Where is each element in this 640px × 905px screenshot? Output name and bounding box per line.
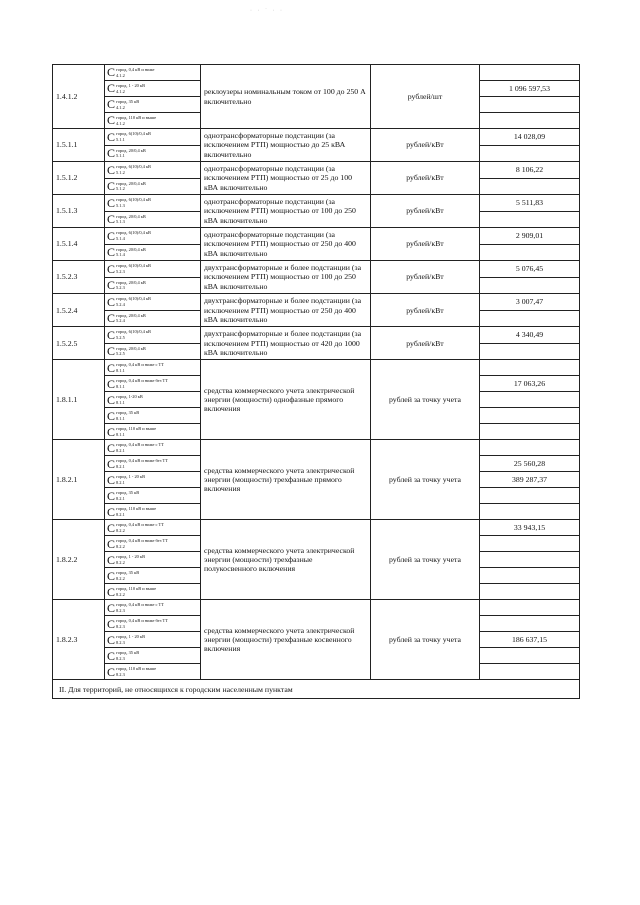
item-unit: рублей/кВт: [371, 228, 480, 261]
sub-item-index: 5.1.1: [116, 153, 125, 159]
sub-item-index: 8.2.3: [116, 623, 125, 629]
rates-table: [52, 64, 580, 699]
rate-value: [480, 392, 580, 408]
sub-item-index: 8.2.2: [116, 527, 125, 533]
sub-item-voltage: город, 20/0,4 кВ: [116, 180, 146, 186]
item-description: средства коммерческого учета электрической энергии (мощности) трехфазные косвенного включения: [201, 600, 371, 680]
rate-value: 186 637,15: [480, 632, 580, 648]
sub-item-cell: [105, 472, 201, 488]
sub-item-index: 8.2.1: [116, 495, 125, 501]
sub-item-cell: [105, 261, 201, 278]
sub-item-label: [116, 586, 156, 597]
sub-item-cell: [105, 178, 201, 195]
sub-item-cell: [105, 552, 201, 568]
item-description: средства коммерческого учета электрической энергии (мощности) трехфазные прямого включения: [201, 440, 371, 520]
sub-item-label: [116, 131, 151, 142]
sub-item-index: 8.1.1: [116, 399, 125, 405]
rate-value: [480, 600, 580, 616]
sub-item-index: 5.1.1: [116, 136, 125, 142]
sub-item-label: [116, 650, 139, 661]
sub-item-label: [116, 313, 146, 324]
table-row: [53, 327, 580, 344]
rate-value: [480, 440, 580, 456]
table-row: [53, 162, 580, 179]
sub-item-index: 5.2.4: [116, 301, 125, 307]
territory-section-heading: II. Для территорий, не относящихся к городским населенным пунктам: [53, 680, 580, 699]
item-description: однотрансформаторные подстанции (за исключением РТП) мощностью от 100 до 250 кВА включительно: [201, 195, 371, 228]
rate-value: [480, 552, 580, 568]
sub-item-cell: [105, 424, 201, 440]
sub-item-cell: [105, 81, 201, 97]
table-row: [53, 129, 580, 146]
item-description: средства коммерческого учета электрической энергии (мощности) трехфазные полукосвенного включения: [201, 520, 371, 600]
rate-value: [480, 310, 580, 327]
sub-item-label: [116, 83, 145, 94]
sub-item-label: [116, 458, 168, 469]
sub-item-index: 8.1.1: [116, 431, 125, 437]
sub-item-cell: [105, 360, 201, 376]
rate-symbol: C: [107, 616, 116, 631]
sub-item-index: 8.2.2: [116, 559, 125, 565]
item-code: 1.4.1.2: [53, 65, 105, 129]
rate-symbol: C: [107, 440, 116, 455]
item-unit: рублей/кВт: [371, 294, 480, 327]
sub-item-index: 8.2.2: [116, 543, 125, 549]
sub-item-voltage: город, 20/0,4 кВ: [116, 279, 146, 285]
item-description: средства коммерческого учета электрической энергии (мощности) однофазные прямого включения: [201, 360, 371, 440]
sub-item-voltage: город, 6(10)/0,4 кВ: [116, 296, 151, 302]
table-row: [53, 65, 580, 81]
rate-value: [480, 113, 580, 129]
sub-item-index: 8.2.1: [116, 479, 125, 485]
sub-item-index: 8.2.1: [116, 511, 125, 517]
rate-symbol: C: [107, 600, 116, 615]
rate-symbol: C: [107, 261, 116, 276]
sub-item-cell: [105, 97, 201, 113]
rate-value: 1 096 597,53: [480, 81, 580, 97]
item-description: однотрансформаторные подстанции (за исключением РТП) мощностью до 25 кВА включительно: [201, 129, 371, 162]
sub-item-label: [116, 280, 146, 291]
rate-value: [480, 211, 580, 228]
item-description: однотрансформаторные подстанции (за исключением РТП) мощностью от 250 до 400 кВА включительно: [201, 228, 371, 261]
item-code: 1.8.2.2: [53, 520, 105, 600]
sub-item-index: 4.1.2: [116, 120, 125, 126]
sub-item-voltage: город, 6(10)/0,4 кВ: [116, 131, 151, 137]
sub-item-voltage: город, 6(10)/0,4 кВ: [116, 263, 151, 269]
sub-item-label: [116, 554, 145, 565]
sub-item-cell: [105, 520, 201, 536]
sub-item-cell: [105, 488, 201, 504]
item-description: реклоузеры номинальным током от 100 до 250 А включительно: [201, 65, 371, 129]
item-code: 1.8.1.1: [53, 360, 105, 440]
sub-item-voltage: город, 110 кВ и выше: [116, 115, 157, 120]
table-row: [53, 520, 580, 536]
rates-table-body: [53, 65, 580, 699]
sub-item-label: [116, 247, 146, 258]
sub-item-voltage: город, 6(10)/0,4 кВ: [116, 329, 151, 335]
sub-item-index: 8.1.1: [116, 367, 125, 373]
rate-symbol: C: [107, 408, 116, 423]
rate-symbol: C: [107, 228, 116, 243]
sub-item-label: [116, 148, 146, 159]
footer-row: [53, 680, 580, 699]
table-row: [53, 440, 580, 456]
rate-symbol: C: [107, 195, 116, 210]
rate-symbol: C: [107, 113, 116, 128]
rate-value: [480, 178, 580, 195]
rate-symbol: C: [107, 632, 116, 647]
sub-item-voltage: город, 0,4 кВ и ниже с ТТ: [116, 362, 164, 368]
rate-value: 389 287,37: [480, 472, 580, 488]
rate-value: [480, 584, 580, 600]
sub-item-label: [116, 346, 146, 357]
sub-item-label: [116, 214, 146, 225]
rate-symbol: C: [107, 376, 116, 391]
sub-item-index: 5.2.5: [116, 334, 125, 340]
sub-item-index: 8.2.1: [116, 447, 125, 453]
sub-item-voltage: город, 1 - 20 кВ: [116, 554, 145, 560]
sub-item-index: 5.1.4: [116, 252, 125, 258]
sub-item-cell: [105, 616, 201, 632]
rate-symbol: C: [107, 344, 116, 359]
sub-item-index: 5.2.3: [116, 268, 125, 274]
sub-item-label: [116, 522, 164, 533]
sub-item-label: [116, 394, 143, 405]
item-code: 1.5.2.5: [53, 327, 105, 360]
rate-symbol: C: [107, 97, 116, 112]
sub-item-cell: [105, 294, 201, 311]
table-row: [53, 261, 580, 278]
item-unit: рублей/кВт: [371, 327, 480, 360]
rate-value: 2 909,01: [480, 228, 580, 245]
item-unit: рублей/кВт: [371, 261, 480, 294]
sub-item-label: [116, 506, 156, 517]
item-code: 1.5.1.2: [53, 162, 105, 195]
rate-value: [480, 504, 580, 520]
sub-item-voltage: город, 0,4 кВ и ниже без ТТ: [116, 618, 168, 624]
sub-item-voltage: город, 110 кВ и выше: [116, 586, 157, 592]
rate-symbol: C: [107, 488, 116, 503]
sub-item-index: 8.2.3: [116, 607, 125, 613]
table-row: [53, 600, 580, 616]
sub-item-voltage: город, 0,4 кВ и ниже с ТТ: [116, 522, 164, 528]
rate-symbol: C: [107, 162, 116, 177]
sub-item-cell: [105, 211, 201, 228]
sub-item-cell: [105, 244, 201, 261]
rate-symbol: C: [107, 424, 116, 439]
item-description: двухтрансформаторные и более подстанции (за исключением РТП) мощностью от 100 до 250 кВА включительно: [201, 261, 371, 294]
sub-item-label: [116, 602, 164, 613]
rate-value: [480, 244, 580, 261]
sub-item-index: 5.2.3: [116, 285, 125, 291]
item-code: 1.5.2.4: [53, 294, 105, 327]
sub-item-voltage: город, 1 - 20 кВ: [116, 83, 145, 88]
rate-value: 17 063,26: [480, 376, 580, 392]
sub-item-index: 4.1.2: [116, 72, 125, 78]
rate-symbol: C: [107, 456, 116, 471]
rate-symbol: C: [107, 81, 116, 96]
sub-item-index: 4.1.2: [116, 104, 125, 110]
rate-value: 4 340,49: [480, 327, 580, 344]
sub-item-label: [116, 67, 154, 78]
rate-symbol: C: [107, 129, 116, 144]
item-unit: рублей/шт: [371, 65, 480, 129]
rate-value: 25 560,28: [480, 456, 580, 472]
rate-value: [480, 408, 580, 424]
sub-item-label: [116, 230, 151, 241]
sub-item-cell: [105, 310, 201, 327]
item-code: 1.5.1.4: [53, 228, 105, 261]
item-code: 1.5.1.3: [53, 195, 105, 228]
rate-symbol: C: [107, 179, 116, 194]
rate-symbol: C: [107, 360, 116, 375]
rate-symbol: C: [107, 245, 116, 260]
sub-item-index: 5.1.2: [116, 186, 125, 192]
sub-item-cell: [105, 568, 201, 584]
sub-item-voltage: город, 35 кВ: [116, 99, 140, 104]
sub-item-cell: [105, 440, 201, 456]
sub-item-index: 5.1.2: [116, 169, 125, 175]
sub-item-voltage: город, 20/0,4 кВ: [116, 345, 146, 351]
sub-item-index: 8.2.2: [116, 591, 125, 597]
sub-item-cell: [105, 129, 201, 146]
rate-symbol: C: [107, 294, 116, 309]
table-row: [53, 195, 580, 212]
sub-item-label: [116, 296, 151, 307]
sub-item-index: 5.1.3: [116, 219, 125, 225]
sub-item-label: [116, 474, 145, 485]
item-unit: рублей за точку учета: [371, 440, 480, 520]
item-code: 1.5.1.1: [53, 129, 105, 162]
sub-item-cell: [105, 664, 201, 680]
sub-item-index: 8.2.3: [116, 655, 125, 661]
sub-item-label: [116, 99, 139, 110]
sub-item-label: [116, 442, 164, 453]
sub-item-label: [116, 263, 151, 274]
item-unit: рублей за точку учета: [371, 520, 480, 600]
rate-value: [480, 488, 580, 504]
sub-item-voltage: город, 0,4 кВ и ниже с ТТ: [116, 442, 164, 448]
item-unit: рублей за точку учета: [371, 360, 480, 440]
sub-item-voltage: город, 0,4 кВ и ниже с ТТ: [116, 602, 164, 608]
rate-value: [480, 277, 580, 294]
rate-value: [480, 343, 580, 360]
sub-item-voltage: город, 0,4 кВ и ниже без ТТ: [116, 538, 168, 544]
sub-item-voltage: город, 0,4 кВ и ниже без ТТ: [116, 458, 168, 464]
sub-item-index: 4.1.2: [116, 88, 125, 94]
rate-symbol: C: [107, 146, 116, 161]
sub-item-label: [116, 618, 168, 629]
rate-value: [480, 65, 580, 81]
rate-value: [480, 568, 580, 584]
rate-symbol: C: [107, 584, 116, 599]
item-code: 1.8.2.1: [53, 440, 105, 520]
sub-item-voltage: город, 35 кВ: [116, 490, 140, 496]
item-unit: рублей за точку учета: [371, 600, 480, 680]
rate-value: [480, 664, 580, 680]
sub-item-index: 8.2.3: [116, 639, 125, 645]
sub-item-label: [116, 164, 151, 175]
rate-symbol: C: [107, 552, 116, 567]
sub-item-index: 8.1.1: [116, 383, 125, 389]
rate-symbol: C: [107, 212, 116, 227]
rate-symbol: C: [107, 536, 116, 551]
sub-item-voltage: город, 110 кВ и выше: [116, 666, 157, 672]
rate-value: 14 028,09: [480, 129, 580, 146]
sub-item-voltage: город, 0,4 кВ и ниже без ТТ: [116, 378, 168, 384]
sub-item-voltage: город, 0,4 кВ и ниже: [116, 67, 155, 72]
sub-item-label: [116, 634, 145, 645]
rate-value: 8 106,22: [480, 162, 580, 179]
rate-value: 5 511,83: [480, 195, 580, 212]
sub-item-index: 8.2.1: [116, 463, 125, 469]
rate-value: [480, 648, 580, 664]
rate-symbol: C: [107, 278, 116, 293]
sub-item-voltage: город, 20/0,4 кВ: [116, 147, 146, 153]
rate-symbol: C: [107, 327, 116, 342]
sub-item-cell: [105, 376, 201, 392]
sub-item-label: [116, 378, 168, 389]
sub-item-voltage: город, 110 кВ и выше: [116, 426, 157, 432]
sub-item-voltage: город, 35 кВ: [116, 410, 140, 416]
sub-item-cell: [105, 408, 201, 424]
table-row: [53, 294, 580, 311]
table-row: [53, 360, 580, 376]
sub-item-index: 8.2.2: [116, 575, 125, 581]
sub-item-cell: [105, 536, 201, 552]
sub-item-voltage: город, 1 - 20 кВ: [116, 474, 145, 480]
sub-item-label: [116, 181, 146, 192]
sub-item-label: [116, 329, 151, 340]
sub-item-voltage: город, 20/0,4 кВ: [116, 312, 146, 318]
sub-item-label: [116, 115, 156, 126]
sub-item-voltage: город, 6(10)/0,4 кВ: [116, 197, 151, 203]
sub-item-label: [116, 490, 139, 501]
sub-item-voltage: город, 35 кВ: [116, 570, 140, 576]
sub-item-label: [116, 666, 156, 677]
sub-item-voltage: город, 20/0,4 кВ: [116, 246, 146, 252]
sub-item-cell: [105, 632, 201, 648]
sub-item-voltage: город, 6(10)/0,4 кВ: [116, 230, 151, 236]
sub-item-cell: [105, 504, 201, 520]
item-unit: рублей/кВт: [371, 162, 480, 195]
sub-item-cell: [105, 162, 201, 179]
sub-item-cell: [105, 648, 201, 664]
item-description: двухтрансформаторные и более подстанции (за исключением РТП) мощностью от 420 до 1000 кВА включительно: [201, 327, 371, 360]
sub-item-index: 5.2.5: [116, 351, 125, 357]
sub-item-label: [116, 410, 139, 421]
sub-item-label: [116, 426, 156, 437]
item-code: 1.8.2.3: [53, 600, 105, 680]
rate-symbol: C: [107, 65, 116, 80]
rate-value: 3 007,47: [480, 294, 580, 311]
sub-item-cell: [105, 456, 201, 472]
sub-item-voltage: город, 6(10)/0,4 кВ: [116, 164, 151, 170]
rate-symbol: C: [107, 648, 116, 663]
sub-item-index: 5.2.4: [116, 318, 125, 324]
sub-item-cell: [105, 600, 201, 616]
sub-item-cell: [105, 228, 201, 245]
item-unit: рублей/кВт: [371, 195, 480, 228]
sub-item-cell: [105, 145, 201, 162]
sub-item-voltage: город, 1 - 20 кВ: [116, 634, 145, 640]
rate-value: 5 076,45: [480, 261, 580, 278]
sub-item-index: 5.1.4: [116, 235, 125, 241]
rate-value: [480, 360, 580, 376]
sub-item-cell: [105, 195, 201, 212]
item-description: однотрансформаторные подстанции (за исключением РТП) мощностью от 25 до 100 кВА включительно: [201, 162, 371, 195]
item-description: двухтрансформаторные и более подстанции (за исключением РТП) мощностью от 250 до 400 кВА включительно: [201, 294, 371, 327]
rate-symbol: C: [107, 472, 116, 487]
item-code: 1.5.2.3: [53, 261, 105, 294]
rate-value: 33 943,15: [480, 520, 580, 536]
sub-item-index: 8.1.1: [116, 415, 125, 421]
sub-item-label: [116, 362, 164, 373]
sub-item-voltage: город, 110 кВ и выше: [116, 506, 157, 512]
rate-symbol: C: [107, 664, 116, 679]
rate-value: [480, 97, 580, 113]
sub-item-cell: [105, 343, 201, 360]
sub-item-cell: [105, 327, 201, 344]
rate-value: [480, 424, 580, 440]
sub-item-voltage: город, 1-20 кВ: [116, 394, 143, 400]
sub-item-label: [116, 570, 139, 581]
sub-item-cell: [105, 65, 201, 81]
sub-item-index: 5.1.3: [116, 202, 125, 208]
sub-item-cell: [105, 277, 201, 294]
rate-value: [480, 616, 580, 632]
rate-symbol: C: [107, 392, 116, 407]
rate-symbol: C: [107, 520, 116, 535]
scan-mark: · · ˙ · ·: [250, 8, 284, 14]
sub-item-cell: [105, 584, 201, 600]
sub-item-voltage: город, 35 кВ: [116, 650, 140, 656]
table-row: [53, 228, 580, 245]
sub-item-voltage: город, 20/0,4 кВ: [116, 213, 146, 219]
sub-item-label: [116, 538, 168, 549]
sub-item-cell: [105, 113, 201, 129]
item-unit: рублей/кВт: [371, 129, 480, 162]
rate-symbol: C: [107, 504, 116, 519]
sub-item-cell: [105, 392, 201, 408]
rate-value: [480, 536, 580, 552]
rate-symbol: C: [107, 568, 116, 583]
sub-item-label: [116, 197, 151, 208]
rate-symbol: C: [107, 311, 116, 326]
rate-value: [480, 145, 580, 162]
sub-item-index: 8.2.3: [116, 671, 125, 677]
